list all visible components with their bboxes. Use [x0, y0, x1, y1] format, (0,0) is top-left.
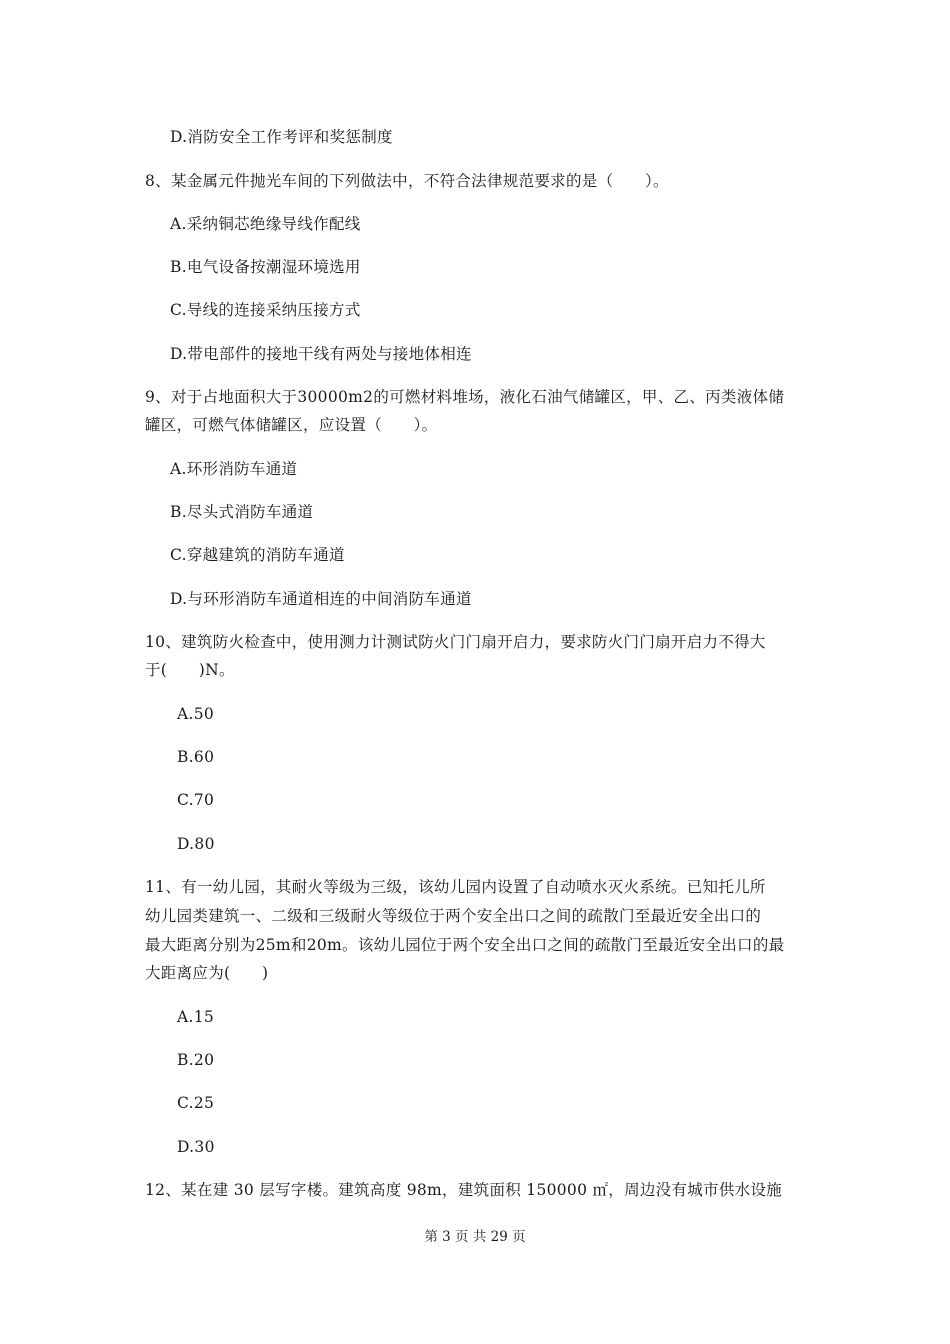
q10-option-c: C.70 [177, 791, 215, 809]
q10-option-b: B.60 [177, 748, 215, 766]
q9-stem-line1: 9、对于占地面积大于30000m2的可燃材料堆场，液化石油气储罐区，甲、乙、丙类液体储 [145, 388, 785, 406]
q8-option-c: C.导线的连接采纳压接方式 [170, 301, 361, 319]
q11-stem-line1: 11、有一幼儿园，其耐火等级为三级，该幼儿园内设置了自动喷水灭火系统。已知托儿所 [145, 878, 766, 896]
q9-stem-line2: 罐区，可燃气体储罐区，应设置（ ）。 [145, 416, 438, 434]
q11-stem-line2: 幼儿园类建筑一、二级和三级耐火等级位于两个安全出口之间的疏散门至最近安全出口的 [145, 907, 762, 925]
q8-stem: 8、某金属元件抛光车间的下列做法中，不符合法律规范要求的是（ ）。 [145, 172, 669, 190]
q8-option-d: D.带电部件的接地干线有两处与接地体相连 [170, 345, 472, 363]
q10-stem-line1: 10、建筑防火检查中，使用测力计测试防火门门扇开启力，要求防火门门扇开启力不得大 [145, 633, 766, 651]
q11-option-a: A.15 [177, 1008, 215, 1026]
q9-option-c: C.穿越建筑的消防车通道 [170, 546, 345, 564]
q10-stem-line2: 于( )N。 [145, 661, 235, 679]
q8-option-a: A.采纳铜芯绝缘导线作配线 [170, 215, 361, 233]
q11-option-b: B.20 [177, 1051, 215, 1069]
q9-option-d: D.与环形消防车通道相连的中间消防车通道 [170, 590, 472, 608]
q12-stem-line1: 12、某在建 30 层写字楼。建筑高度 98m，建筑面积 150000 ㎡，周边没有城市供水设施 [145, 1181, 783, 1199]
q9-option-a: A.环形消防车通道 [170, 460, 298, 478]
q11-stem-line4: 大距离应为( ) [145, 964, 269, 982]
q10-option-d: D.80 [177, 835, 215, 853]
page-number-footer: 第 3 页 共 29 页 [424, 1229, 526, 1245]
q10-option-a: A.50 [177, 705, 215, 723]
q11-option-c: C.25 [177, 1094, 215, 1112]
q8-option-b: B.电气设备按潮湿环境选用 [170, 258, 361, 276]
q9-option-b: B.尽头式消防车通道 [170, 503, 314, 521]
q7-option-d: D.消防安全工作考评和奖惩制度 [170, 128, 393, 146]
q11-stem-line3: 最大距离分别为25m和20m。该幼儿园位于两个安全出口之间的疏散门至最近安全出口的最 [145, 936, 785, 954]
q11-option-d: D.30 [177, 1138, 215, 1156]
